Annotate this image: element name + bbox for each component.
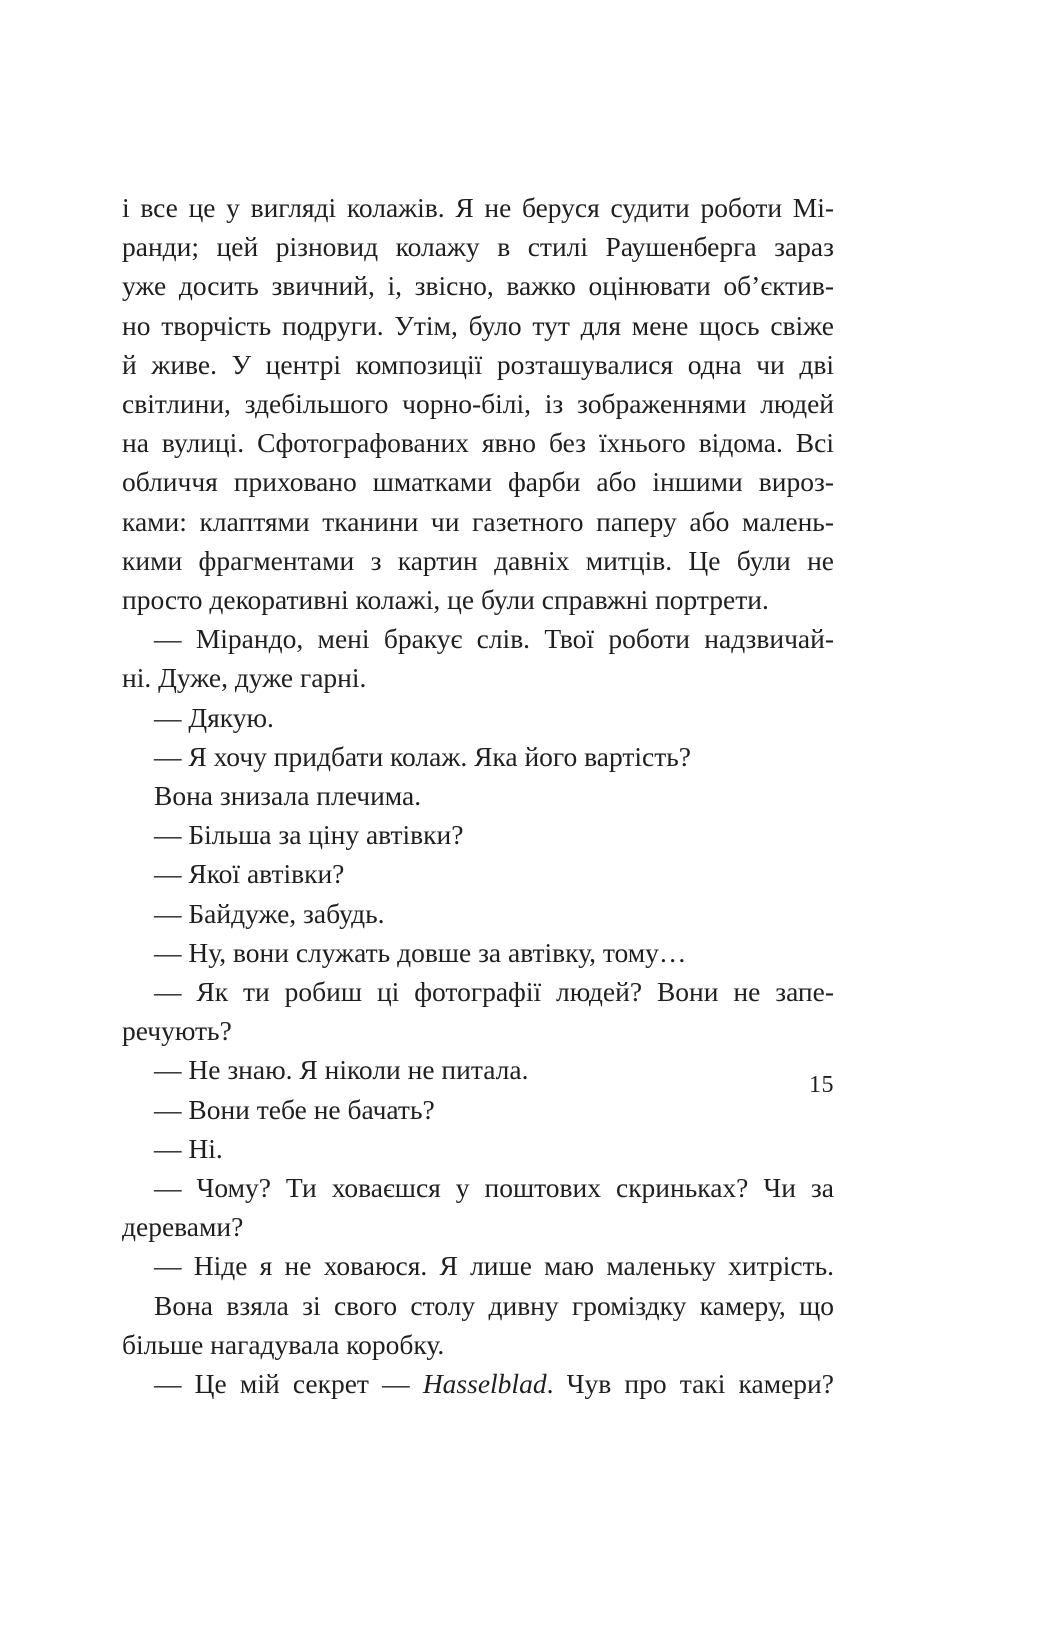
text-line-last <box>122 1364 834 1403</box>
text-line: — Дякую. <box>154 701 274 733</box>
text-line: ні. Дуже, дуже гарні. <box>122 662 367 694</box>
text-line: — Не знаю. Я ніколи не питала. <box>154 1054 529 1086</box>
text-line: — Байдуже, забудь. <box>154 897 385 929</box>
text-line: обличчя приховано шматками фарби або іншими вироз- <box>122 466 834 498</box>
text-line: й живе. У центрі композиції розташувалися одна чи дві <box>122 348 834 380</box>
text-line: — Ну, вони служать довше за автівку, тому… <box>154 936 687 968</box>
text-line: — Я хочу придбати колаж. Яка його вартість? <box>154 740 691 772</box>
text-line: — Мірандо, мені бракує слів. Твої роботи надзвичай- <box>154 623 834 655</box>
camera-brand-italic: Hasselblad <box>422 1368 547 1400</box>
text-line: — Ніде я не ховаюся. Я лише маю маленьку хитрість. <box>154 1250 834 1282</box>
text-line: — Як ти робиш ці фотографії людей? Вони не запе- <box>154 976 834 1008</box>
text-line: — Якої автівки? <box>154 858 345 890</box>
text-line: но творчість подруги. Утім, було тут для мене щось свіже <box>122 309 834 341</box>
text-line: ранди; цей різновид колажу в стилі Раушенберга зараз <box>122 231 834 263</box>
text-line: світлини, здебільшого чорно-білі, із зображеннями людей <box>122 388 834 420</box>
text-line: ками: клаптями тканини чи газетного паперу або малень- <box>122 505 834 537</box>
text-line: — Більша за ціну автівки? <box>154 819 464 851</box>
text-line: — Вони тебе не бачать? <box>154 1093 435 1125</box>
text-line: кими фрагментами з картин давніх митців. Це були не <box>122 544 834 576</box>
text-line: і все це у вигляді колажів. Я не беруся судити роботи Мі- <box>122 192 834 223</box>
text-line: просто декоративні колажі, це були справжні портрети. <box>122 584 769 616</box>
text-line: більше нагадувала коробку. <box>122 1328 445 1360</box>
text-line: — Чому? Ти ховаєшся у поштових скриньках? Чи за <box>154 1172 834 1204</box>
text-before-italic: — Це мій секрет — <box>154 1368 423 1400</box>
text-line: уже досить звичний, і, звісно, важко оцінювати об’єктив- <box>122 270 834 302</box>
text-line: Вона знизала плечима. <box>154 780 422 812</box>
text-line: деревами? <box>122 1211 244 1243</box>
page-number: 15 <box>809 1072 834 1098</box>
text-line: речують? <box>122 1015 232 1047</box>
text-line: на вулиці. Сфотографованих явно без їхнього відома. Всі <box>122 427 834 459</box>
text-line: — Ні. <box>154 1132 223 1164</box>
text-after-italic: . Чув про такі камери? <box>546 1368 834 1400</box>
text-line: Вона взяла зі свого столу дивну громіздку камеру, що <box>154 1289 834 1321</box>
page-text <box>122 188 834 1403</box>
